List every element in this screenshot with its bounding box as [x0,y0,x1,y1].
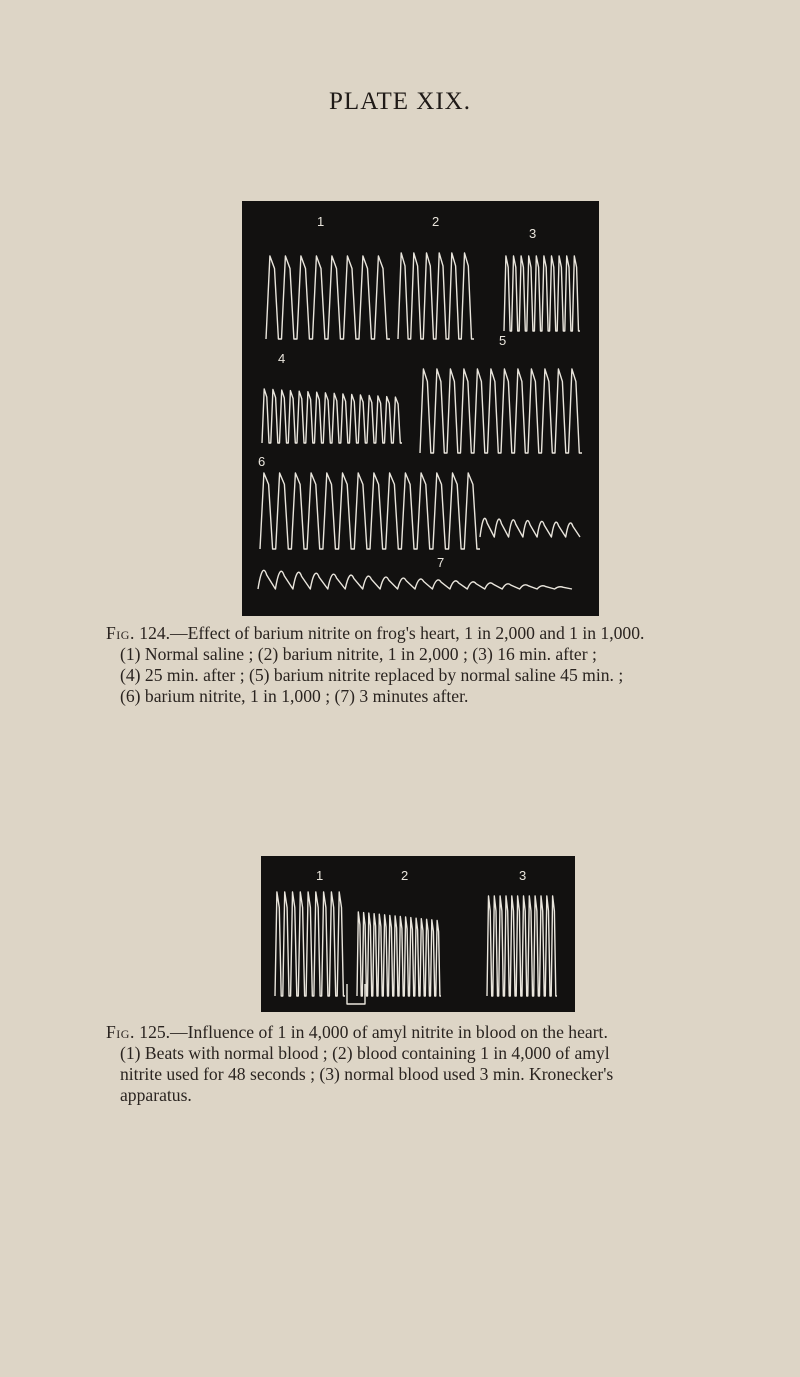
plate-title: PLATE XIX. [329,88,471,115]
trace-segment-6-tail [480,518,580,537]
figure-125-caption [106,1022,766,1106]
segment-label-1: 1 [317,214,325,229]
figure-124-caption [106,623,766,707]
segment-label-7: 7 [437,555,445,570]
segment-label-5: 5 [499,333,507,348]
trace-segment-3 [504,256,580,331]
trace-segment-4 [262,389,402,443]
figure-124-tracing [242,201,599,616]
trace-segment-1 [266,256,390,339]
trace-segment-3 [487,896,557,996]
segment-label-1: 1 [316,868,324,883]
trace-segment-5 [420,369,582,453]
segment-label-2: 2 [401,868,409,883]
segment-label-3: 3 [529,226,537,241]
caption-line-3: (4) 25 min. after ; (5) barium nitrite replaced by normal saline 45 min. ; [120,665,624,685]
figure-125-tracing [261,856,575,1012]
segment-label-6: 6 [258,454,266,469]
caption-line-1: 124.—Effect of barium nitrite on frog's heart, 1 in 2,000 and 1 in 1,000. [139,623,645,643]
trace-segment-2 [398,253,474,339]
segment-label-3: 3 [519,868,527,883]
caption-line-4: (6) barium nitrite, 1 in 1,000 ; (7) 3 minutes after. [120,686,469,706]
caption-line-3: nitrite used for 48 seconds ; (3) normal blood used 3 min. Kronecker's [120,1064,614,1084]
caption-line-1: 125.—Influence of 1 in 4,000 of amyl nitrite in blood on the heart. [139,1022,608,1042]
caption-line-4: apparatus. [120,1085,192,1105]
figure-125-svg [261,856,575,1012]
trace-segment-1 [275,892,345,996]
figure-124-svg [242,201,599,616]
segment-label-4: 4 [278,351,286,366]
caption-line-2: (1) Beats with normal blood ; (2) blood containing 1 in 4,000 of amyl [120,1043,610,1063]
caption-line-2: (1) Normal saline ; (2) barium nitrite, 1 in 2,000 ; (3) 16 min. after ; [120,644,597,664]
trace-segment-7 [258,570,572,589]
segment-label-2: 2 [432,214,440,229]
trace-segment-2 [357,912,441,996]
trace-segment-6 [260,473,480,549]
figure-124-label: Fig. [106,623,135,643]
figure-125-label: Fig. [106,1022,135,1042]
